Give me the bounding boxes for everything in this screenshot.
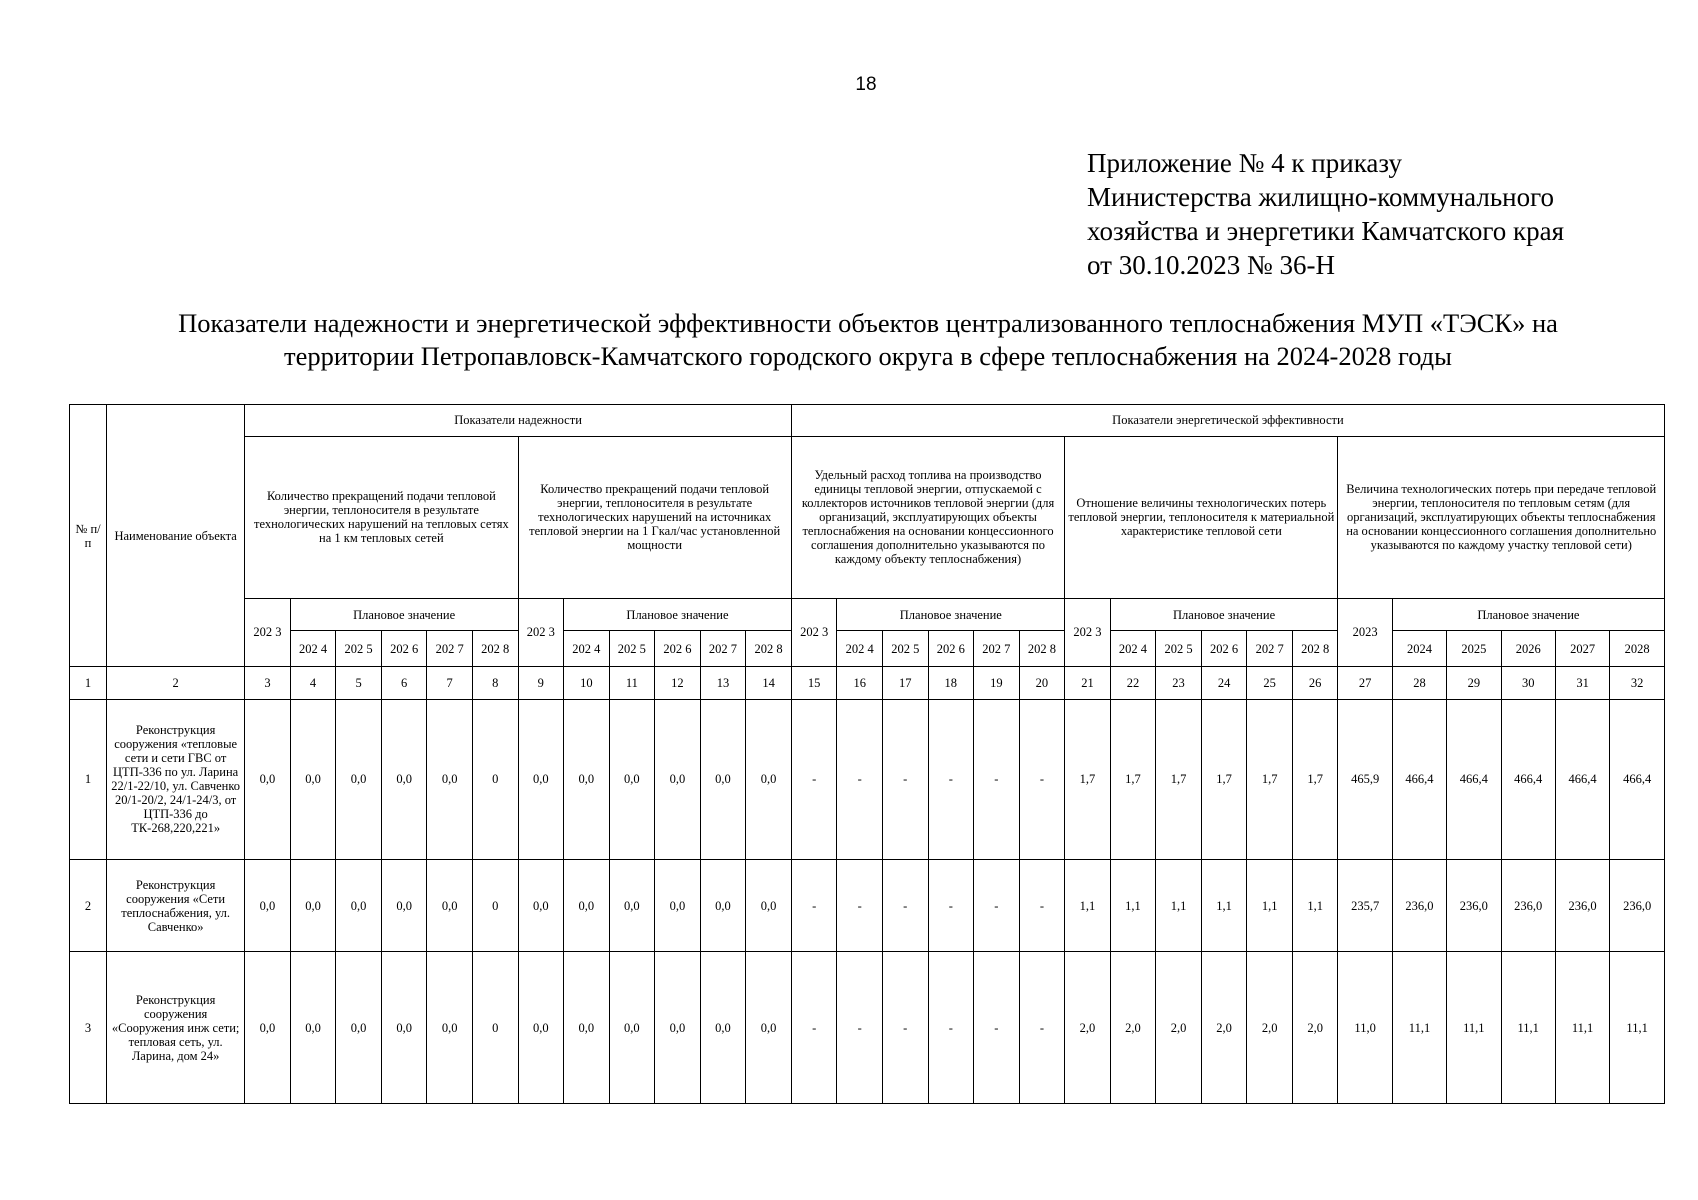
indicator-value: - xyxy=(974,699,1020,859)
object-name: Реконструкция сооружения «Сооружения инж сети; тепловая сеть, ул. Ларина, дом 24» xyxy=(107,952,245,1104)
object-name: Реконструкция сооружения «тепловые сети и сети ГВС от ЦТП-336 по ул. Ларина 22/1-22/10, ул. Савченко 20/1-20/2, 24/1-24/3, от ЦТП-336 до ТК-268,220,221» xyxy=(107,699,245,859)
indicator-value: 0,0 xyxy=(290,859,336,952)
column-number: 4 xyxy=(290,667,336,700)
indicator-value: - xyxy=(1019,699,1065,859)
indicator-value: 2,0 xyxy=(1156,952,1202,1104)
indicator-value: 2,0 xyxy=(1292,952,1338,1104)
column-number: 29 xyxy=(1447,667,1501,700)
document-title xyxy=(70,307,1666,373)
indicator-value: - xyxy=(1019,952,1065,1104)
indicator-value: 0,0 xyxy=(427,859,473,952)
indicator-value: 0,0 xyxy=(655,952,701,1104)
header-planned-year: 202 6 xyxy=(655,631,701,667)
indicator-value: 236,0 xyxy=(1447,859,1501,952)
indicator-value: 11,1 xyxy=(1392,952,1446,1104)
header-planned-value: Плановое значение xyxy=(1110,598,1338,631)
header-planned-year: 202 5 xyxy=(336,631,382,667)
indicator-value: - xyxy=(974,859,1020,952)
header-planned-year: 202 5 xyxy=(1156,631,1202,667)
indicator-value: 0 xyxy=(472,859,518,952)
header-base-year: 202 3 xyxy=(245,598,291,666)
indicator-value: - xyxy=(791,859,837,952)
indicator-value: 0,0 xyxy=(609,859,655,952)
title-line: Показатели надежности и энергетической эффективности объектов централизованного теплоснабжения МУП «ТЭСК» на xyxy=(178,308,1558,338)
indicator-value: 0 xyxy=(472,699,518,859)
header-planned-value: Плановое значение xyxy=(290,598,518,631)
indicator-value: 0,0 xyxy=(700,952,746,1104)
indicator-value: 0,0 xyxy=(245,859,291,952)
header-subgroup: Отношение величины технологических потерь тепловой энергии, теплоносителя к материальной характеристике тепловой сети xyxy=(1065,436,1338,598)
header-planned-year: 2027 xyxy=(1555,631,1609,667)
header-row-column-numbers xyxy=(70,667,1665,700)
header-row-groups xyxy=(70,405,1665,437)
table-row xyxy=(70,952,1665,1104)
header-planned-year: 202 7 xyxy=(700,631,746,667)
indicator-value: 0,0 xyxy=(518,952,564,1104)
header-planned-year: 202 8 xyxy=(1292,631,1338,667)
column-number: 9 xyxy=(518,667,564,700)
indicator-value: - xyxy=(837,699,883,859)
column-number: 26 xyxy=(1292,667,1338,700)
column-number: 25 xyxy=(1247,667,1293,700)
indicator-value: 0,0 xyxy=(381,699,427,859)
indicator-value: - xyxy=(928,699,974,859)
header-planned-year: 202 7 xyxy=(974,631,1020,667)
column-number: 8 xyxy=(472,667,518,700)
column-number: 3 xyxy=(245,667,291,700)
indicator-value: 1,7 xyxy=(1110,699,1156,859)
indicator-value: 235,7 xyxy=(1338,859,1392,952)
indicator-value: 0,0 xyxy=(655,859,701,952)
indicator-value: - xyxy=(837,952,883,1104)
header-planned-year: 202 4 xyxy=(1110,631,1156,667)
column-number: 27 xyxy=(1338,667,1392,700)
indicator-value: 1,1 xyxy=(1156,859,1202,952)
indicator-value: 0,0 xyxy=(609,952,655,1104)
title-line: территории Петропавловск-Камчатского городского округа в сфере теплоснабжения на 2024-2028 годы xyxy=(284,341,1452,371)
indicator-value: 0,0 xyxy=(518,859,564,952)
indicator-value: - xyxy=(882,859,928,952)
indicator-value: 1,1 xyxy=(1247,859,1293,952)
column-number: 10 xyxy=(564,667,610,700)
column-number: 24 xyxy=(1201,667,1247,700)
indicator-value: 1,7 xyxy=(1065,699,1111,859)
column-number: 22 xyxy=(1110,667,1156,700)
indicator-value: - xyxy=(928,859,974,952)
indicator-value: 466,4 xyxy=(1555,699,1609,859)
header-object-name: Наименование объекта xyxy=(107,405,245,667)
column-number: 6 xyxy=(381,667,427,700)
header-planned-year: 202 5 xyxy=(882,631,928,667)
indicator-value: 11,1 xyxy=(1447,952,1501,1104)
appendix-line: Приложение № 4 к приказу xyxy=(1087,148,1402,178)
indicator-value: 1,1 xyxy=(1201,859,1247,952)
indicator-value: 1,1 xyxy=(1065,859,1111,952)
indicator-value: 0,0 xyxy=(564,699,610,859)
column-number: 2 xyxy=(107,667,245,700)
appendix-line: Министерства жилищно-коммунального xyxy=(1087,182,1555,212)
indicator-value: - xyxy=(791,952,837,1104)
header-base-year: 202 3 xyxy=(518,598,564,666)
header-planned-year: 202 6 xyxy=(381,631,427,667)
indicators-table xyxy=(69,404,1665,1104)
page-number: 18 xyxy=(855,74,877,95)
header-subgroup: Величина технологических потерь при передаче тепловой энергии, теплоносителя по тепловым сетям (для организаций, эксплуатирующих объекты теплоснабжения на основании концессионного соглашения дополнительно указываются по каждому участку тепловой сети) xyxy=(1338,436,1665,598)
column-number: 16 xyxy=(837,667,883,700)
indicator-value: 0,0 xyxy=(746,699,792,859)
table-row xyxy=(70,699,1665,859)
header-subgroup: Удельный расход топлива на производство единицы тепловой энергии, отпускаемой с коллекторов источников тепловой энергии (для организаций, эксплуатирующих объекты теплоснабжения на основании концессионного соглашения дополнительно указываются по каждому объекту теплоснабжения) xyxy=(791,436,1064,598)
appendix-line: от 30.10.2023 № 36-Н xyxy=(1087,250,1335,280)
header-planned-year: 202 8 xyxy=(746,631,792,667)
indicator-value: 466,4 xyxy=(1501,699,1555,859)
table-row xyxy=(70,859,1665,952)
column-number: 32 xyxy=(1610,667,1665,700)
row-number: 2 xyxy=(70,859,107,952)
indicator-value: 466,4 xyxy=(1447,699,1501,859)
indicator-value: 0,0 xyxy=(381,859,427,952)
header-planned-year: 202 4 xyxy=(837,631,883,667)
header-planned-year: 202 4 xyxy=(564,631,610,667)
indicator-value: 0,0 xyxy=(518,699,564,859)
header-base-year: 202 3 xyxy=(791,598,837,666)
header-planned-value: Плановое значение xyxy=(564,598,792,631)
header-row-number: № п/ п xyxy=(70,405,107,667)
indicator-value: 1,7 xyxy=(1201,699,1247,859)
header-planned-year: 202 8 xyxy=(1019,631,1065,667)
object-name: Реконструкция сооружения «Сети теплоснабжения, ул. Савченко» xyxy=(107,859,245,952)
indicator-value: 0,0 xyxy=(245,952,291,1104)
indicator-value: 0,0 xyxy=(564,859,610,952)
indicator-value: 466,4 xyxy=(1610,699,1665,859)
column-number: 28 xyxy=(1392,667,1446,700)
column-number: 15 xyxy=(791,667,837,700)
header-planned-year: 202 5 xyxy=(609,631,655,667)
indicator-value: 11,1 xyxy=(1555,952,1609,1104)
indicator-value: 1,1 xyxy=(1292,859,1338,952)
indicator-value: 1,1 xyxy=(1110,859,1156,952)
indicator-value: 11,0 xyxy=(1338,952,1392,1104)
header-row-years xyxy=(70,631,1665,667)
column-number: 18 xyxy=(928,667,974,700)
header-planned-year: 2025 xyxy=(1447,631,1501,667)
header-planned-year: 202 7 xyxy=(427,631,473,667)
indicator-value: - xyxy=(882,952,928,1104)
header-planned-year: 202 8 xyxy=(472,631,518,667)
indicator-value: 0,0 xyxy=(290,699,336,859)
column-number: 14 xyxy=(746,667,792,700)
header-planned-year: 202 6 xyxy=(928,631,974,667)
header-planned-year: 2028 xyxy=(1610,631,1665,667)
header-planned-year: 2024 xyxy=(1392,631,1446,667)
indicator-value: 1,7 xyxy=(1156,699,1202,859)
indicator-value: 0,0 xyxy=(564,952,610,1104)
indicator-value: 0 xyxy=(472,952,518,1104)
indicator-value: 0,0 xyxy=(746,952,792,1104)
header-base-year: 2023 xyxy=(1338,598,1392,666)
indicator-value: 0,0 xyxy=(336,859,382,952)
indicator-value: 465,9 xyxy=(1338,699,1392,859)
row-number: 1 xyxy=(70,699,107,859)
row-number: 3 xyxy=(70,952,107,1104)
indicator-value: 236,0 xyxy=(1392,859,1446,952)
header-planned-year: 202 7 xyxy=(1247,631,1293,667)
indicator-value: 0,0 xyxy=(609,699,655,859)
indicator-value: - xyxy=(974,952,1020,1104)
indicator-value: 0,0 xyxy=(700,699,746,859)
indicator-value: 2,0 xyxy=(1247,952,1293,1104)
column-number: 13 xyxy=(700,667,746,700)
header-row-planned xyxy=(70,598,1665,631)
indicator-value: 0,0 xyxy=(746,859,792,952)
header-row-subgroups xyxy=(70,436,1665,598)
column-number: 17 xyxy=(882,667,928,700)
header-subgroup: Количество прекращений подачи тепловой энергии, теплоносителя в результате технологических нарушений на источниках тепловой энергии на 1 Гкал/час установленной мощности xyxy=(518,436,791,598)
header-planned-year: 202 4 xyxy=(290,631,336,667)
appendix-reference xyxy=(1087,146,1564,282)
header-reliability: Показатели надежности xyxy=(245,405,792,437)
column-number: 7 xyxy=(427,667,473,700)
indicator-value: 0,0 xyxy=(655,699,701,859)
indicator-value: - xyxy=(882,699,928,859)
column-number: 31 xyxy=(1555,667,1609,700)
indicator-value: 466,4 xyxy=(1392,699,1446,859)
indicator-value: 0,0 xyxy=(290,952,336,1104)
column-number: 12 xyxy=(655,667,701,700)
column-number: 20 xyxy=(1019,667,1065,700)
column-number: 19 xyxy=(974,667,1020,700)
indicator-value: 0,0 xyxy=(336,952,382,1104)
header-energy-efficiency: Показатели энергетической эффективности xyxy=(791,405,1664,437)
indicator-value: 2,0 xyxy=(1201,952,1247,1104)
indicator-value: 0,0 xyxy=(700,859,746,952)
indicator-value: - xyxy=(791,699,837,859)
header-subgroup: Количество прекращений подачи тепловой энергии, теплоносителя в результате технологических нарушений на тепловых сетях на 1 км тепловых сетей xyxy=(245,436,518,598)
indicator-value: 1,7 xyxy=(1247,699,1293,859)
indicator-value: 11,1 xyxy=(1501,952,1555,1104)
indicator-value: 236,0 xyxy=(1555,859,1609,952)
indicator-value: 0,0 xyxy=(427,952,473,1104)
indicator-value: 2,0 xyxy=(1065,952,1111,1104)
indicator-value: 236,0 xyxy=(1501,859,1555,952)
column-number: 11 xyxy=(609,667,655,700)
header-planned-value: Плановое значение xyxy=(837,598,1065,631)
indicator-value: 2,0 xyxy=(1110,952,1156,1104)
indicator-value: 0,0 xyxy=(336,699,382,859)
column-number: 30 xyxy=(1501,667,1555,700)
header-planned-year: 202 6 xyxy=(1201,631,1247,667)
appendix-line: хозяйства и энергетики Камчатского края xyxy=(1087,216,1565,246)
column-number: 1 xyxy=(70,667,107,700)
indicator-value: 1,7 xyxy=(1292,699,1338,859)
indicator-value: 11,1 xyxy=(1610,952,1665,1104)
indicator-value: 0,0 xyxy=(427,699,473,859)
column-number: 23 xyxy=(1156,667,1202,700)
column-number: 21 xyxy=(1065,667,1111,700)
header-base-year: 202 3 xyxy=(1065,598,1111,666)
column-number: 5 xyxy=(336,667,382,700)
indicator-value: - xyxy=(1019,859,1065,952)
header-planned-year: 2026 xyxy=(1501,631,1555,667)
indicator-value: 0,0 xyxy=(245,699,291,859)
indicator-value: 0,0 xyxy=(381,952,427,1104)
indicator-value: - xyxy=(928,952,974,1104)
indicator-value: - xyxy=(837,859,883,952)
indicator-value: 236,0 xyxy=(1610,859,1665,952)
header-planned-value: Плановое значение xyxy=(1392,598,1664,631)
